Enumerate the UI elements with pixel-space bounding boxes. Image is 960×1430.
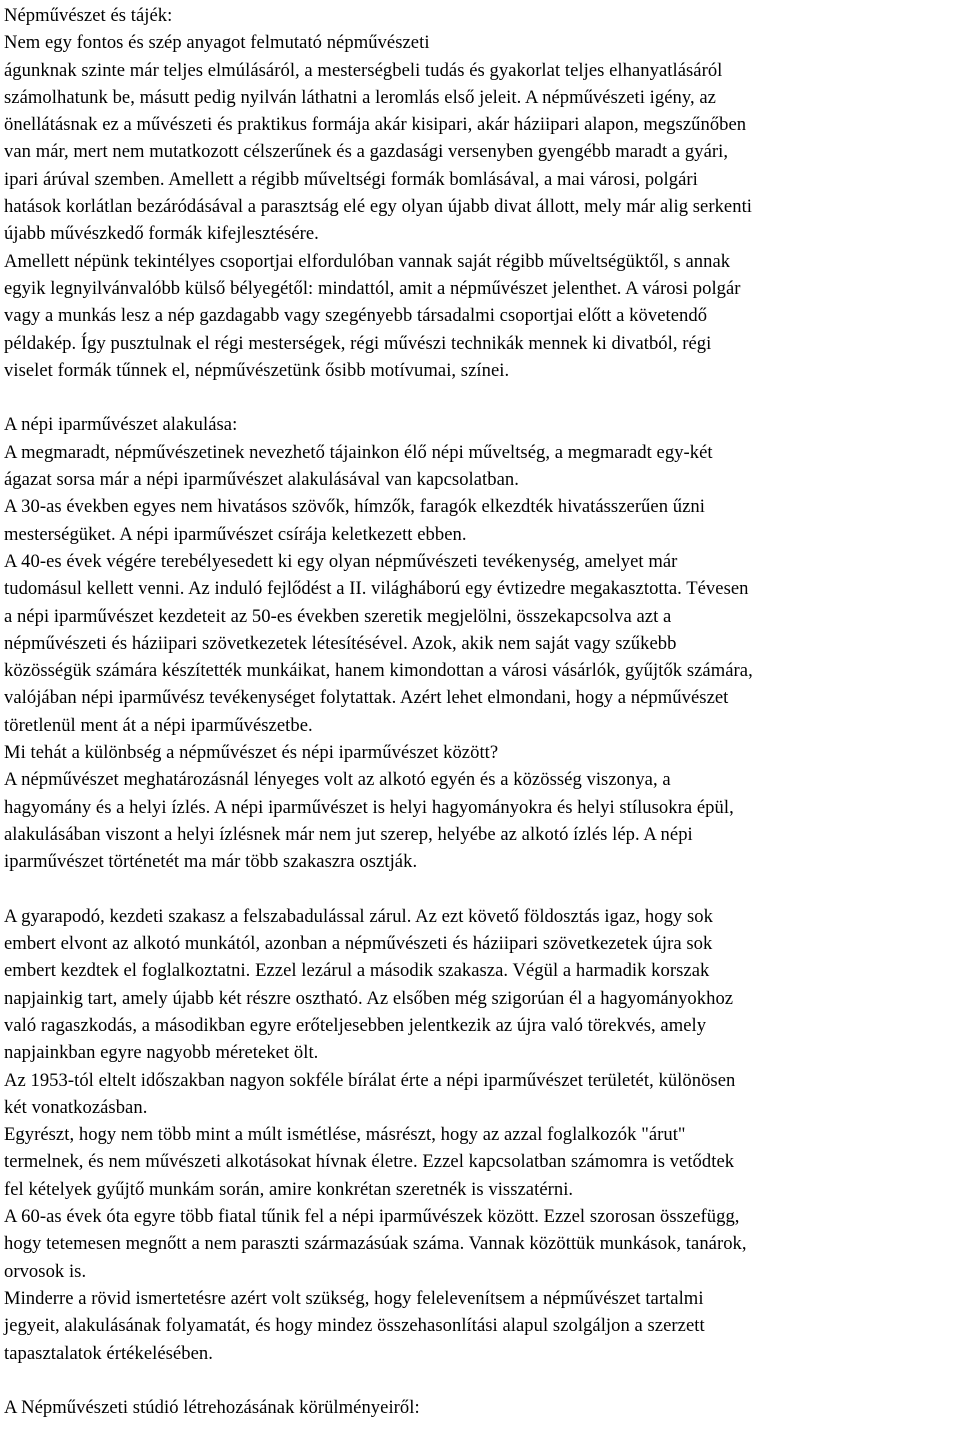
text-line: orvosok is. (4, 1260, 87, 1282)
section-gap (4, 876, 954, 903)
text-line: A 40-es évek végére terebélyesedett ki egy olyan népművészeti tevékenység, amelyet már (4, 550, 678, 572)
text-line: töretlenül ment át a népi iparművészetbe. (4, 714, 313, 736)
text-line: vagy a munkás lesz a nép gazdagabb vagy szegényebb társadalmi csoportjai előtt a követendő (4, 305, 708, 327)
text-line: A Népművészeti stúdió létrehozásának körülményeiről: (4, 1397, 420, 1419)
text-line: Amellett népünk tekintélyes csoportjai elfordulóban vannak saját régibb műveltségüktől, s annak (4, 250, 731, 272)
text-line: jegyeit, alakulásának folyamatát, és hogy mindez összehasonlítási alapul szolgáljon a szerzett (4, 1315, 705, 1337)
text-line: embert elvont az alkotó munkától, azonban a népművészeti és háziipari szövetkezetek újra sok (4, 933, 713, 955)
text-line: Az 1953-tól eltelt időszakban nagyon sokféle bírálat érte a népi iparművészet területét, különösen (4, 1069, 736, 1091)
text-line: napjainkban egyre nagyobb méreteket ölt. (4, 1042, 319, 1064)
text-line: termelnek, és nem művészeti alkotásokat hívnak életre. Ezzel kapcsolatban számomra is vetődtek (4, 1151, 735, 1173)
text-line: ipari árúval szemben. Amellett a régibb műveltségi formák bomlásával, a mai városi, polgári (4, 168, 698, 190)
text-line: Nem egy fontos és szép anyagot felmutató népművészeti (4, 32, 430, 54)
text-line: a népi iparművészet kezdeteit az 50-es években szeretik megjelölni, összekapcsolva azt a (4, 605, 672, 627)
text-line: Minderre a rövid ismertetésre azért volt szükség, hogy felelevenítsem a népművészet tartalmi (4, 1287, 704, 1309)
text-line: águnknak szinte már teljes elmúlásáról, a mesterségbeli tudás és gyakorlat teljes elhanyatlásáról (4, 59, 723, 81)
text-line: önellátásnak ez a művészeti és praktikus formája akár kisipari, akár háziipari alapon, megszűnőben (4, 114, 747, 136)
text-line: való ragaszkodás, a másodikban egyre erőteljesebben jelentkezik az újra való törekvés, amely (4, 1014, 707, 1036)
text-line: újabb művészkedő formák kifejlesztésére. (4, 223, 319, 245)
text-section (4, 2, 954, 384)
text-line: A gyarapodó, kezdeti szakasz a felszabadulással zárul. Az ezt követő földosztás igaz, hogy sok (4, 905, 713, 927)
text-line: van már, mert nem mutatkozott célszerűnek és a gazdasági versenyben gyengébb maradt a gyári, (4, 141, 729, 163)
text-line: ágazat sorsa már a népi iparművészet alakulásával van kapcsolatban. (4, 469, 519, 491)
text-line: A megmaradt, népművészetinek nevezhető tájainkon élő népi műveltség, a megmaradt egy-két (4, 441, 713, 463)
text-line: tapasztalatok értékelésében. (4, 1342, 213, 1364)
text-section (4, 1394, 954, 1421)
text-line: hogy tetemesen megnőtt a nem paraszti származásúak száma. Vannak közöttük munkások, tanárok, (4, 1233, 747, 1255)
text-line: mesterségüket. A népi iparművészet csírája keletkezett ebben. (4, 523, 467, 545)
text-line: Egyrészt, hogy nem több mint a múlt ismétlése, másrészt, hogy az azzal foglalkozók "árut" (4, 1124, 686, 1146)
text-line: napjainkig tart, amely újabb két részre osztható. Az elsőben még szigorúan él a hagyományokhoz (4, 987, 734, 1009)
text-section (4, 903, 954, 1367)
text-section (4, 411, 954, 875)
section-gap (4, 384, 954, 411)
text-line: valójában népi iparművész tevékenységet folytattak. Azért lehet elmondani, hogy a népművészet (4, 687, 729, 709)
text-line: Népművészet és tájék: (4, 5, 173, 26)
text-line: embert kezdtek el foglalkoztatni. Ezzel lezárul a második szakasza. Végül a harmadik korszak (4, 960, 710, 982)
section-gap (4, 1367, 954, 1394)
text-line: hatások korlátlan bezáródásával a parasztság elé egy olyan újabb divat állott, mely már alig serkenti (4, 196, 752, 218)
text-line: népművészeti és háziipari szövetkezetek létesítésével. Azok, akik nem saját vagy szűkebb (4, 632, 677, 654)
text-line: A 30-as években egyes nem hivatásos szövők, hímzők, faragók elkezdték hivatásszerűen űzni (4, 496, 705, 518)
text-line: példakép. Így pusztulnak el régi mesterségek, régi művészi technikák mennek ki divatból, régi (4, 332, 712, 354)
text-line: számolhatunk be, másutt pedig nyilván láthatni a leromlás első jeleit. A népművészeti igény, az (4, 86, 716, 108)
text-line: tudomásul kellett venni. Az induló fejlődést a II. világháború egy évtizedre megakasztotta. Tévesen (4, 578, 749, 600)
text-line: hagyomány és a helyi ízlés. A népi iparművészet is helyi hagyományokra és helyi stílusokra épül, (4, 796, 734, 818)
text-line: A népi iparművészet alakulása: (4, 414, 238, 436)
document-body (4, 2, 954, 1421)
text-line: alakulásában viszont a helyi ízlésnek már nem jut szerep, helyébe az alkotó ízlés lép. A népi (4, 823, 693, 845)
text-line: két vonatkozásban. (4, 1096, 148, 1118)
text-line: viselet formák tűnnek el, népművészetünk ősibb motívumai, színei. (4, 359, 510, 381)
text-line: A 60-as évek óta egyre több fiatal tűnik fel a népi iparművészek között. Ezzel szorosan összefügg, (4, 1206, 740, 1228)
text-line: Mi tehát a különbség a népművészet és népi iparművészet között? (4, 742, 499, 764)
text-line: A népművészet meghatározásnál lényeges volt az alkotó egyén és a közösség viszonya, a (4, 769, 671, 791)
text-line: egyik legnyilvánvalóbb külső bélyegétől: mindattól, amit a népművészet jelenthet. A városi polgár (4, 277, 741, 299)
text-line: közösségük számára készítették munkáikat, hanem kimondottan a városi vásárlók, gyűjtők számára, (4, 660, 753, 682)
text-line: fel kételyek gyűjtő munkám során, amire konkrétan szeretnék is visszatérni. (4, 1178, 574, 1200)
text-line: iparművészet történetét ma már több szakaszra osztják. (4, 851, 418, 873)
